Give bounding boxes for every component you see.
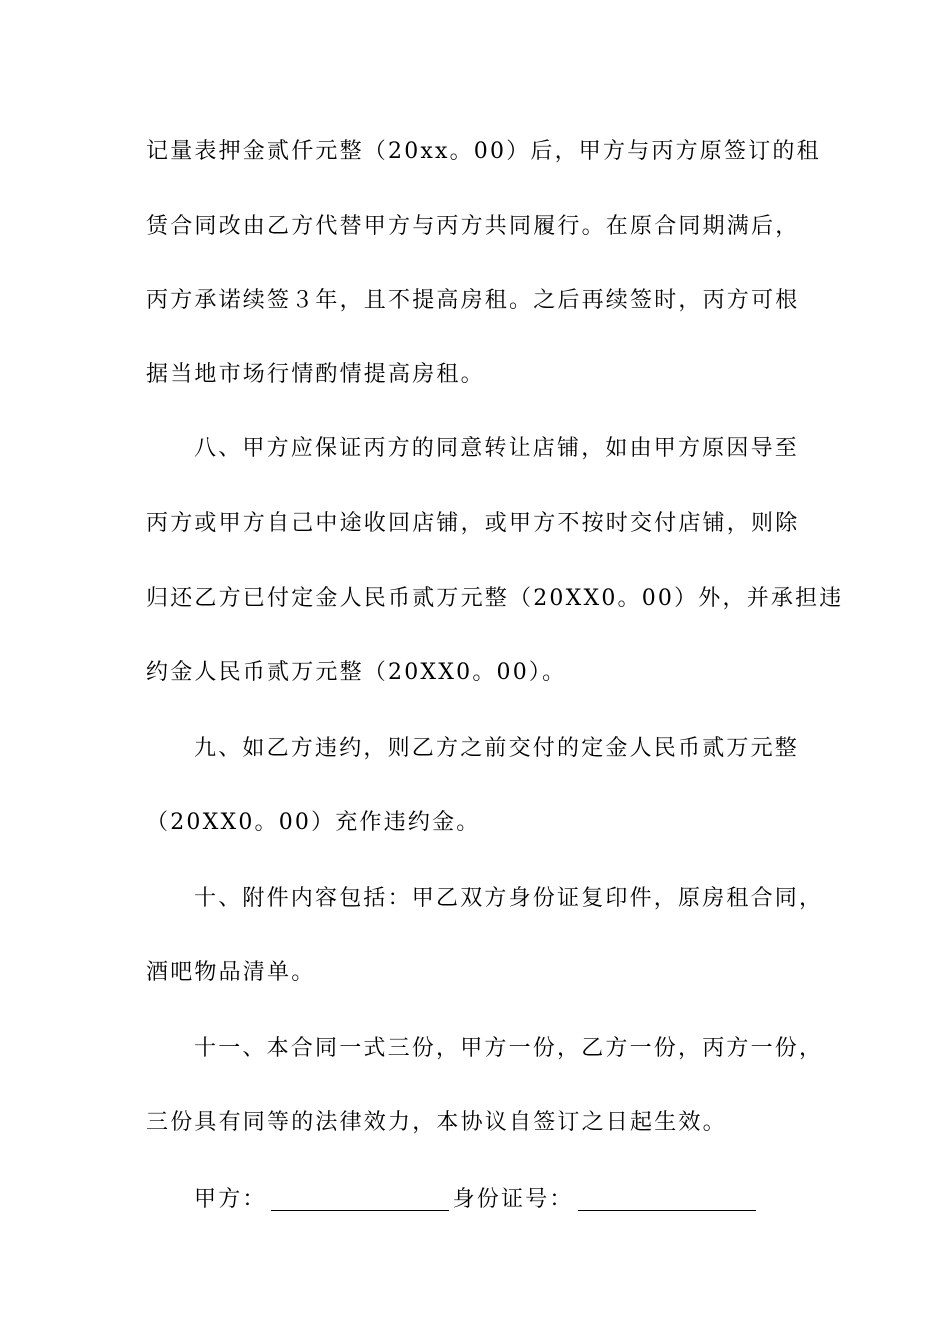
party-a-signature-blank[interactable] bbox=[271, 1188, 449, 1211]
paragraph-line: 酒吧物品清单。 bbox=[146, 960, 316, 985]
party-a-label: 甲方： bbox=[194, 1187, 267, 1212]
signature-row bbox=[194, 1185, 760, 1215]
clause-10-line: 十、附件内容包括：甲乙双方身份证复印件，原房租合同， bbox=[194, 886, 824, 911]
paragraph-line: （20XX0。00）充作违约金。 bbox=[146, 810, 481, 835]
clause-11-line: 十一、本合同一式三份，甲方一份，乙方一份，丙方一份， bbox=[194, 1036, 824, 1061]
paragraph-line: 丙方或甲方自己中途收回店铺，或甲方不按时交付店铺，则除 bbox=[146, 511, 800, 536]
paragraph-line: 约金人民币贰万元整（20XX0。00）。 bbox=[146, 660, 567, 685]
paragraph-line: 归还乙方已付定金人民币贰万元整（20XX0。00）外，并承担违 bbox=[146, 586, 844, 611]
paragraph-line: 记量表押金贰仟元整（20xx。00）后，甲方与丙方原签订的租 bbox=[146, 139, 821, 164]
paragraph-line: 三份具有同等的法律效力，本协议自签订之日起生效。 bbox=[146, 1110, 727, 1135]
paragraph-line: 赁合同改由乙方代替甲方与丙方共同履行。在原合同期满后， bbox=[146, 214, 800, 239]
id-number-label: 身份证号： bbox=[452, 1187, 574, 1212]
clause-8-line: 八、甲方应保证丙方的同意转让店铺，如由甲方原因导至 bbox=[194, 436, 800, 461]
clause-9-line: 九、如乙方违约，则乙方之前交付的定金人民币贰万元整 bbox=[194, 736, 800, 761]
paragraph-line: 据当地市场行情酌情提高房租。 bbox=[146, 362, 485, 387]
paragraph-line: 丙方承诺续签３年，且不提高房租。之后再续签时，丙方可根 bbox=[146, 288, 800, 313]
id-number-blank[interactable] bbox=[578, 1188, 756, 1211]
